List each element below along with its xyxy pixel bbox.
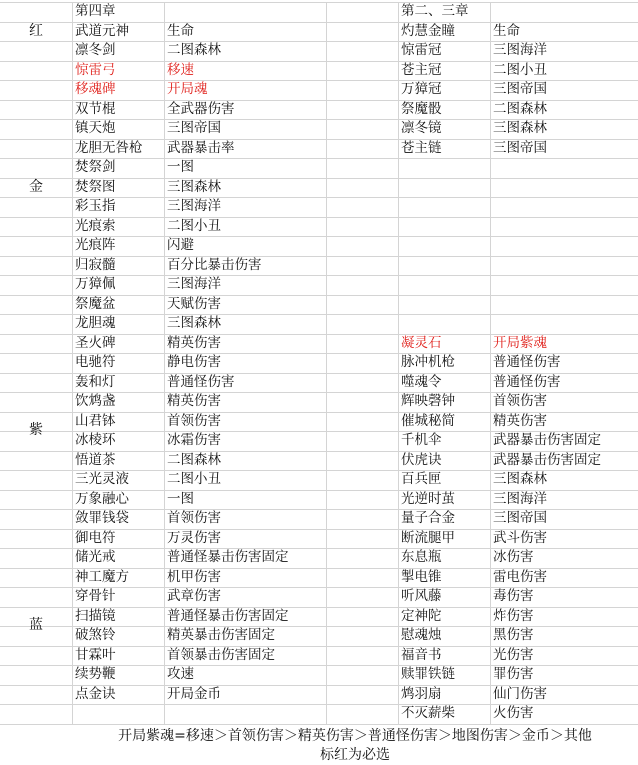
item-effect: 三图森林	[167, 178, 221, 195]
item-name	[398, 236, 490, 255]
item-name: 神工魔方	[75, 568, 129, 585]
tier-label: 紫	[29, 422, 43, 439]
item-effect: 机甲伤害	[167, 568, 221, 585]
item-name: 百兵匣	[401, 471, 442, 487]
item-effect: 三图森林	[493, 471, 547, 487]
item-name: 扫描镜	[75, 607, 116, 624]
item-effect: 精英伤害	[167, 393, 221, 409]
item-name: 赎罪铁链	[401, 666, 455, 682]
item-effect: 冰伤害	[493, 549, 534, 565]
item-effect: 光伤害	[493, 646, 534, 663]
item-effect: 首领伤害	[167, 510, 221, 526]
tier-label: 金	[29, 178, 43, 195]
item-name: 光痕阵	[75, 237, 116, 253]
item-name	[398, 197, 490, 216]
item-name	[398, 295, 490, 314]
item-name: 东息瓶	[401, 549, 442, 565]
item-name: 御电符	[75, 529, 116, 546]
item-effect: 一图	[167, 490, 194, 507]
item-name: 圣火碑	[75, 334, 116, 351]
item-name: 凛冬剑	[75, 42, 116, 58]
item-name: 催城秘简	[401, 412, 455, 429]
item-effect	[490, 158, 638, 177]
item-name: 归寂髓	[75, 256, 116, 273]
item-effect: 首领伤害	[493, 393, 547, 409]
item-effect: 首领暴击伤害固定	[167, 646, 275, 663]
item-effect: 三图海洋	[167, 198, 221, 214]
item-name: 苍主链	[401, 139, 442, 156]
item-name: 冰棱环	[75, 432, 116, 448]
item-effect: 二图森林	[167, 451, 221, 468]
item-name: 穿骨针	[75, 588, 116, 604]
item-name: 不灭薪柴	[401, 705, 455, 721]
item-effect	[490, 197, 638, 216]
item-effect: 武斗伤害	[493, 529, 547, 546]
column-header: 武道元神	[75, 22, 129, 39]
item-name: 辉映磬钟	[401, 393, 455, 409]
item-name	[398, 314, 490, 333]
item-effect: 静电伤害	[167, 354, 221, 370]
item-name: 山君钵	[75, 412, 116, 429]
item-effect: 全武器伤害	[167, 100, 235, 117]
item-effect: 一图	[167, 159, 194, 175]
item-effect: 攻速	[167, 666, 194, 682]
item-effect: 普通怪暴击伤害固定	[167, 549, 289, 565]
item-effect: 万灵伤害	[167, 529, 221, 546]
item-name: 祭魔盆	[75, 295, 116, 312]
item-name: 龙胆魂	[75, 315, 116, 331]
item-effect: 黑伤害	[493, 627, 534, 643]
item-effect: 武器暴击伤害固定	[493, 451, 601, 468]
item-effect: 三图帝国	[167, 120, 221, 136]
item-name: 千机伞	[401, 432, 442, 448]
item-name: 凝灵石	[401, 334, 442, 351]
item-name: 惊雷弓	[75, 61, 116, 78]
item-effect: 二图小丑	[493, 61, 547, 78]
item-name: 饮鸩盏	[75, 393, 116, 409]
item-effect: 炸伤害	[493, 607, 534, 624]
item-name: 龙胆无咎枪	[75, 139, 143, 156]
item-name: 点金诀	[75, 685, 116, 702]
item-effect: 普通怪伤害	[493, 373, 561, 390]
item-name: 破煞铃	[75, 627, 116, 643]
item-name: 移魂碑	[75, 81, 116, 97]
item-name: 轰和灯	[75, 373, 116, 390]
item-name	[398, 217, 490, 236]
grid-line	[326, 2, 327, 724]
item-effect: 雷电伤害	[493, 568, 547, 585]
item-effect	[490, 236, 638, 255]
item-effect: 三图帝国	[493, 139, 547, 156]
item-effect	[490, 275, 638, 294]
item-name: 惊雷冠	[401, 42, 442, 58]
item-effect: 三图森林	[493, 120, 547, 136]
item-name	[398, 158, 490, 177]
item-effect: 武器暴击伤害固定	[493, 432, 601, 448]
item-effect: 天赋伤害	[167, 295, 221, 312]
footer-note: 开局紫魂=移速＞首领伤害＞精英伤害＞普通怪伤害＞地图伤害＞金币＞其他	[118, 727, 592, 744]
item-effect: 精英伤害	[167, 334, 221, 351]
item-effect: 毒伤害	[493, 588, 534, 604]
item-effect: 武章伤害	[167, 588, 221, 604]
item-effect: 普通怪伤害	[493, 354, 561, 370]
item-name: 凛冬镜	[401, 120, 442, 136]
column-header: 灼慧金瞳	[401, 22, 455, 39]
section-title-right: 第二、三章	[401, 3, 469, 19]
item-effect: 移速	[167, 61, 194, 78]
item-effect: 罪伤害	[493, 666, 534, 682]
item-name: 光逆时茧	[401, 490, 455, 507]
item-effect: 普通怪暴击伤害固定	[167, 607, 289, 624]
item-name: 伏虎诀	[401, 451, 442, 468]
item-name: 掣电锥	[401, 568, 442, 585]
item-name: 双节棍	[75, 100, 116, 117]
tier-label: 蓝	[29, 617, 43, 634]
item-name: 万象融心	[75, 490, 129, 507]
item-effect: 三图帝国	[493, 510, 547, 526]
item-name: 断流腿甲	[401, 529, 455, 546]
section-title-left: 第四章	[75, 3, 116, 19]
item-effect: 开局紫魂	[493, 334, 547, 351]
item-name: 彩玉指	[75, 198, 116, 214]
item-effect: 精英暴击伤害固定	[167, 627, 275, 643]
item-name: 储光戒	[75, 549, 116, 565]
item-name: 定神陀	[401, 607, 442, 624]
item-effect: 普通怪伤害	[167, 373, 235, 390]
item-effect: 三图海洋	[167, 276, 221, 292]
item-effect: 开局金币	[167, 685, 221, 702]
item-name: 慰魂烛	[401, 627, 442, 643]
item-effect	[490, 256, 638, 275]
item-effect: 三图森林	[167, 315, 221, 331]
item-effect: 冰霜伤害	[167, 432, 221, 448]
item-name: 福音书	[401, 646, 442, 663]
item-effect: 二图小丑	[167, 471, 221, 487]
item-name: 万獐冠	[401, 81, 442, 97]
item-name: 三光灵液	[75, 471, 129, 487]
item-name: 苍主冠	[401, 61, 442, 78]
item-effect: 精英伤害	[493, 412, 547, 429]
item-name: 量子合金	[401, 510, 455, 526]
item-effect: 三图海洋	[493, 490, 547, 507]
item-effect	[490, 217, 638, 236]
item-effect: 二图森林	[493, 100, 547, 117]
item-name: 甘霖叶	[75, 646, 116, 663]
item-name	[398, 178, 490, 197]
item-name: 噬魂令	[401, 373, 442, 390]
item-effect: 开局魂	[167, 81, 208, 97]
item-effect: 百分比暴击伤害	[167, 256, 262, 273]
item-effect	[164, 704, 326, 723]
item-name: 敛罪钱袋	[75, 510, 129, 526]
item-name	[398, 256, 490, 275]
item-name	[398, 275, 490, 294]
item-effect: 闪避	[167, 237, 194, 253]
item-name: 续势鞭	[75, 666, 116, 682]
item-name: 光痕索	[75, 217, 116, 234]
item-name: 镇天炮	[75, 120, 116, 136]
item-name: 电驰符	[75, 354, 116, 370]
item-name: 听风藤	[401, 588, 442, 604]
item-effect: 三图帝国	[493, 81, 547, 97]
item-effect: 首领伤害	[167, 412, 221, 429]
item-effect: 二图森林	[167, 42, 221, 58]
item-effect	[490, 314, 638, 333]
item-name: 祭魔骰	[401, 100, 442, 117]
item-name	[72, 704, 164, 723]
item-name: 悟道茶	[75, 451, 116, 468]
item-effect: 火伤害	[493, 705, 534, 721]
item-effect: 仙门伤害	[493, 685, 547, 702]
item-effect	[490, 178, 638, 197]
item-name: 焚祭剑	[75, 159, 116, 175]
item-effect: 三图海洋	[493, 42, 547, 58]
grid-line	[0, 724, 638, 725]
item-effect: 二图小丑	[167, 217, 221, 234]
item-effect: 武器暴击率	[167, 139, 235, 156]
tier-label: 红	[29, 22, 43, 39]
column-header: 生命	[167, 22, 194, 39]
footer-note: 标红为必选	[320, 747, 390, 763]
column-header: 生命	[493, 22, 520, 39]
item-name: 鸩羽扇	[401, 685, 442, 702]
item-name: 脉冲机枪	[401, 354, 455, 370]
item-effect	[490, 295, 638, 314]
item-name: 焚祭图	[75, 178, 116, 195]
item-name: 万獐佩	[75, 276, 116, 292]
